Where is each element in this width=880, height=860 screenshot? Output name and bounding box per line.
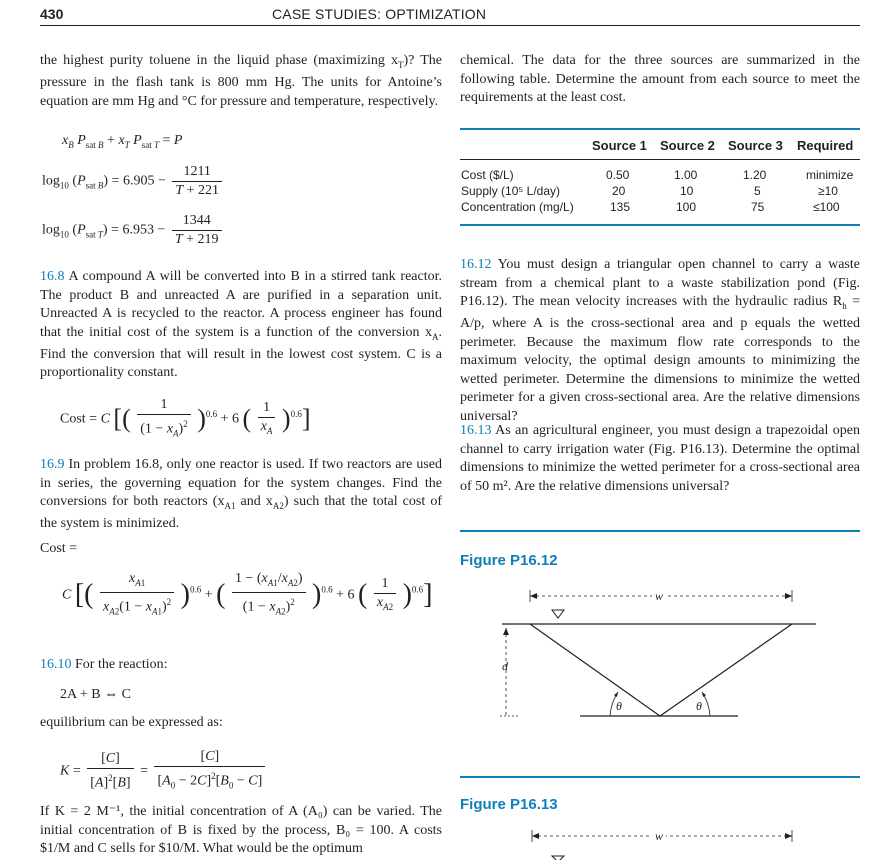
intro-paragraph: the highest purity toluene in the liquid phase (maximizing $x_T$)? The pressure in the flash tank is 800 mm Hg. The units for Antoine’s equation are mm Hg and °C for pressure and temperature, respectively. [40,53,442,109]
table-header-rule [460,159,860,160]
equation-pressure-sum: $x_B$ $P_{sat B} + x_T$ $P_{sat T} = P$ [62,133,183,150]
channel-left-side [530,624,660,716]
table-cell: 20 [612,184,626,198]
problem-16-9: 16.9 In problem 16.8, only one reactor is used. If two reactors are used in series, the governing equation for the system changes. Find the conversions for both reactors ($x_{A1}$ and $x_{A2}$) such that the total cost of the system is minimized. [40,457,443,532]
problem-16-13: 16.13 As an agricultural engineer, you must design a trapezoidal open channel to carry irrigation water (Fig. P16.13). Determine the optimal dimensions to minimize the wetted perimeter for a cross-sectional area of 50 m². Are the relative dimensions universal? [460,423,860,494]
running-head: CASE STUDIES: OPTIMIZATION [272,6,487,22]
page-number: 430 [40,6,64,22]
table-header-required: Required [797,138,854,153]
figure-p16-13-rule [460,776,860,778]
equation-cost-single: Cost = C [( $\frac{1}{(1 - x_A)^2}$ )$^{0.6}$ + 6 ( $\frac{1}{x_A}$ )$^{0.6}$] [60,397,311,439]
trapezoidal-channel-diagram [460,822,860,860]
angle-label-left: θ [616,699,622,713]
table-row-label: Cost ($/L) [461,168,514,182]
right-intro-paragraph: chemical. The data for the three sources are summarized in the following table. Determine the amount from each source to meet the requirements at the least cost. [460,53,860,105]
problem-16-10: 16.10 For the reaction: [40,657,168,672]
table-cell: ≤100 [813,200,840,214]
table-header-source2: Source 2 [660,138,715,153]
depth-label: d [502,659,508,673]
table-cell: 0.50 [606,168,630,182]
figure-p16-12-label: Figure P16.12 [460,552,558,569]
page-header [40,4,860,26]
water-level-marker [552,856,564,860]
table-cell: 75 [751,200,765,214]
table-cell: 1.20 [743,168,767,182]
cost-label: Cost = [40,541,78,556]
table-top-rule [460,128,860,130]
equation-cost-two-reactors: C [( $\frac{x_{A1}}{x_{A2}(1 - x_{A1})^2}$ )$^{0.6}$ + ( $\frac{1 - (x_{A1}/x_{A2})}{(1 - x_{A2})^2}$ )$^{0.6}$ + 6 ( $\frac{1}{x_{A2}}$ )$^{0.6}$] [62,571,433,617]
angle-label-right: θ [696,699,702,713]
equilibrium-text: equilibrium can be expressed as: [40,715,223,730]
table-cell: minimize [806,168,854,182]
problem-16-10-continued: If K = 2 M⁻¹, the initial concentration of A (A₀) can be varied. The initial concentration of B is fixed by the process, B₀ = 100. A costs $1/M and C sells for $10/M. What would be the optimum [40,804,442,856]
table-cell: 5 [754,184,761,198]
table-header-source1: Source 1 [592,138,647,153]
reaction-equation: 2A + B ⇔ C [60,687,131,702]
width-label: w [655,589,664,603]
channel-right-side [660,624,792,716]
table-bottom-rule [460,224,860,226]
equation-equilibrium: K = $\frac{[C]}{[A]^2[B]}$ = $\frac{[C]}{[A_0 - 2C]^2[B_0 - C]}$ [60,748,268,794]
table-row-label: Concentration (mg/L) [461,200,574,214]
problem-16-8: 16.8 A compound A will be converted into B in a stirred tank reactor. The product B and unreacted A are purified in a separation unit. Unreacted A is recycled to the reactor. A process engineer has found that the initial cost of the system is a function of the conversion $x_A$. Find the conversion that will result in the lowest cost system. C is a proportionality constant. [40,269,442,381]
table-cell: 100 [676,200,697,214]
table-cell: ≥10 [818,184,838,198]
table-cell: 10 [680,184,694,198]
water-level-marker [552,610,564,618]
table-cell: 135 [610,200,631,214]
table-row-label: Supply (10⁵ L/day) [461,184,561,198]
figure-p16-13-label: Figure P16.13 [460,796,558,813]
problem-16-12: 16.12 You must design a triangular open channel to carry a waste stream from a chemical plant to a waste stabilization pond (Fig. P16.12). The mean velocity increases with the hydraulic radius $R_h = A/p$, where A is the cross-sectional area and p equals the wetted perimeter. Because the maximum flow rate corresponds to the maximum velocity, the optimal design amounts to minimizing the wetted perimeter. Determine the dimensions to minimize the wetted perimeter for a given cross-sectional area. Are the relative dimensions universal? [460,257,860,424]
triangular-channel-diagram [460,578,860,728]
figure-p16-12-rule [460,530,860,532]
width-label: w [655,829,664,843]
equation-antoine-toluene: $\log_{10} (P_{sat T}) = 6.953$ − $\frac{1344}{T + 219}$ [42,212,225,249]
equation-antoine-benzene: $\log_{10} (P_{sat B}) = 6.905$ − $\frac{1211}{T + 221}$ [42,163,225,200]
table-cell: 1.00 [674,168,698,182]
table-header-source3: Source 3 [728,138,783,153]
